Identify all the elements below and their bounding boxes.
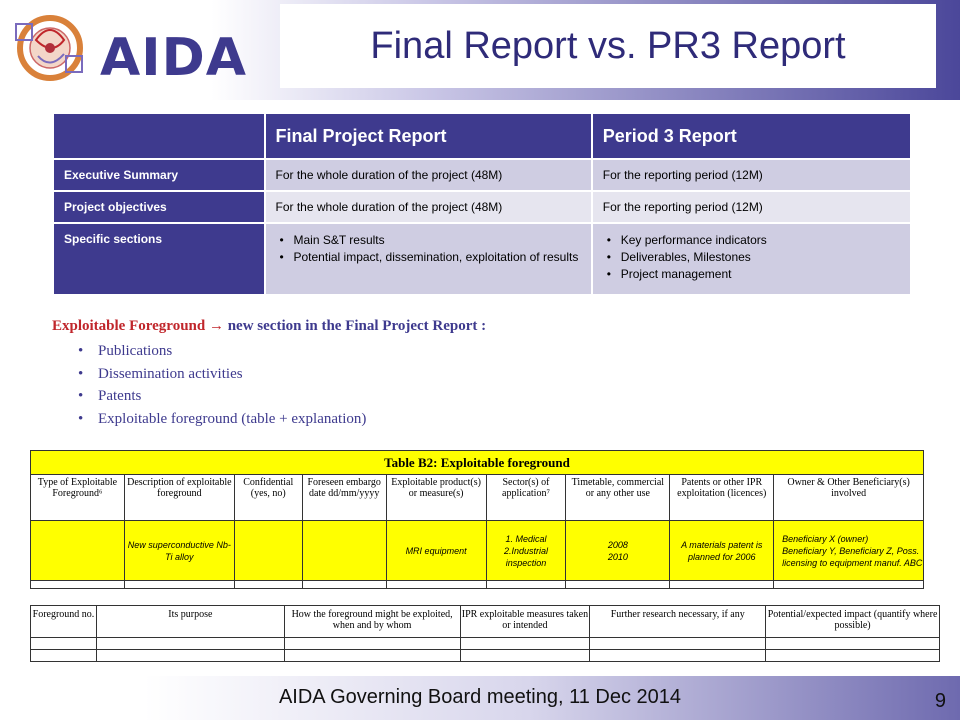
list-item: • Main S&T results <box>276 232 591 249</box>
table-cell <box>302 581 386 589</box>
page-title: Final Report vs. PR3 Report <box>370 24 846 67</box>
column-header: How the foreground might be exploited, when and by whom <box>284 606 460 638</box>
foreground-rest: new section in the Final Project Report : <box>227 318 487 334</box>
table-cell <box>670 581 774 589</box>
owner-line: Beneficiary Y, Beneficiary Z, Poss. licensing to equipment manuf. ABC <box>782 545 923 568</box>
foreground-lead: Exploitable Foreground <box>52 318 206 334</box>
list-item: • Patents <box>78 385 366 408</box>
table-row <box>53 223 911 295</box>
table-cell <box>31 581 125 589</box>
column-header: Patents or other IPR exploitation (licences) <box>670 475 774 521</box>
column-header: Description of exploitable foreground <box>124 475 234 521</box>
foreground-heading <box>52 318 486 335</box>
list-item: • Deliverables, Milestones <box>603 249 910 266</box>
table-cell <box>486 581 566 589</box>
table-cell <box>302 521 386 581</box>
cell-p3-list <box>592 223 911 295</box>
page-number: 9 <box>934 690 946 712</box>
table-row <box>53 159 911 191</box>
title-box <box>280 4 936 88</box>
table-cell <box>234 521 302 581</box>
table-cell <box>284 650 460 662</box>
table-cell <box>124 581 234 589</box>
column-header: Foreground no. <box>31 606 97 638</box>
column-header: Confidential (yes, no) <box>234 475 302 521</box>
table-b3-header-row <box>31 606 940 638</box>
column-header: Further research necessary, if any <box>590 606 766 638</box>
footer-text: AIDA Governing Board meeting, 11 Dec 2014 <box>278 686 682 708</box>
column-header: Foreseen embargo date dd/mm/yyyy <box>302 475 386 521</box>
table-cell <box>590 638 766 650</box>
cell-p3: For the reporting period (12M) <box>592 191 911 223</box>
aida-logo <box>8 10 258 88</box>
column-header: Exploitable product(s) or measure(s) <box>386 475 486 521</box>
table-row <box>31 581 924 589</box>
table-cell <box>284 638 460 650</box>
column-header: Owner & Other Beneficiary(s) involved <box>774 475 924 521</box>
table-cell: A materials patent is planned for 2006 <box>670 521 774 581</box>
timetable-line: 2010 <box>607 551 628 562</box>
table-row <box>31 521 924 581</box>
table-cell <box>566 521 670 581</box>
table-cell <box>486 521 566 581</box>
cell-p3: For the reporting period (12M) <box>592 159 911 191</box>
table-cell <box>460 638 590 650</box>
header-empty-cell <box>53 113 265 159</box>
sector-line: 2.Industrial inspection <box>503 545 548 568</box>
table-cell <box>766 650 940 662</box>
column-header: Timetable, commercial or any other use <box>566 475 670 521</box>
sector-line: 1. Medical <box>505 533 547 544</box>
comparison-table <box>52 112 912 296</box>
arrow-right-icon: → <box>208 318 224 334</box>
foreground-list <box>78 340 366 430</box>
cell-final-list <box>265 223 592 295</box>
table-cell <box>386 581 486 589</box>
column-header: Type of Exploitable Foreground⁶ <box>31 475 125 521</box>
table-b2-caption: Table B2: Exploitable foreground <box>31 451 924 475</box>
table-b3 <box>30 605 940 662</box>
table-cell <box>460 650 590 662</box>
header-final-report: Final Project Report <box>265 113 592 159</box>
table-cell: New superconductive Nb-Ti alloy <box>124 521 234 581</box>
cell-final: For the whole duration of the project (48M) <box>265 159 592 191</box>
column-header: Its purpose <box>96 606 284 638</box>
table-cell <box>31 638 97 650</box>
list-item: • Key performance indicators <box>603 232 910 249</box>
table-b2-header-row <box>31 475 924 521</box>
table-row <box>31 638 940 650</box>
table-cell <box>96 650 284 662</box>
table-row <box>31 650 940 662</box>
column-header: Sector(s) of application⁷ <box>486 475 566 521</box>
header-period3-report: Period 3 Report <box>592 113 911 159</box>
aida-logo-emblem-icon <box>8 10 98 85</box>
table-row <box>53 191 911 223</box>
table-cell <box>234 581 302 589</box>
comparison-header-row <box>53 113 911 159</box>
column-header: Potential/expected impact (quantify where possible) <box>766 606 940 638</box>
table-cell <box>566 581 670 589</box>
list-item: • Potential impact, dissemination, exploitation of results <box>276 249 591 266</box>
table-cell: MRI equipment <box>386 521 486 581</box>
table-cell <box>590 650 766 662</box>
table-b2 <box>30 450 924 589</box>
table-cell <box>31 650 97 662</box>
owner-line: Beneficiary X (owner) <box>782 533 869 544</box>
row-label: Project objectives <box>53 191 265 223</box>
list-item: • Publications <box>78 340 366 363</box>
row-label: Executive Summary <box>53 159 265 191</box>
logo-text: AIDA <box>100 28 247 88</box>
table-cell <box>774 581 924 589</box>
list-item: • Exploitable foreground (table + explanation) <box>78 408 366 431</box>
column-header: IPR exploitable measures taken or intended <box>460 606 590 638</box>
timetable-line: 2008 <box>607 539 628 550</box>
table-cell <box>96 638 284 650</box>
cell-final: For the whole duration of the project (48M) <box>265 191 592 223</box>
list-item: • Project management <box>603 266 910 283</box>
table-cell <box>774 521 924 581</box>
table-b2-caption-row <box>31 451 924 475</box>
list-item: • Dissemination activities <box>78 363 366 386</box>
table-cell <box>31 521 125 581</box>
row-label: Specific sections <box>53 223 265 295</box>
table-cell <box>766 638 940 650</box>
